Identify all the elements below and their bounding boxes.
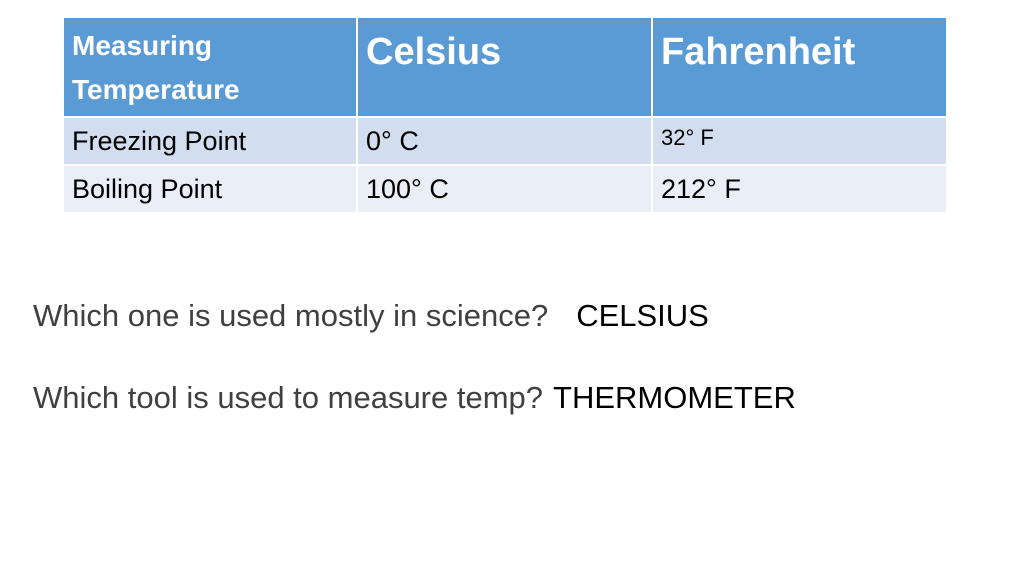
table-row-freezing — [63, 117, 947, 165]
question-text: Which tool is used to measure temp? — [33, 380, 544, 415]
answer-text: THERMOMETER — [553, 380, 796, 415]
answer-text: CELSIUS — [576, 298, 709, 333]
cell-freezing-celsius: 0° C — [357, 117, 652, 165]
cell-boiling-label: Boiling Point — [63, 165, 357, 213]
temperature-table — [62, 16, 948, 214]
cell-boiling-fahrenheit: 212° F — [652, 165, 947, 213]
cell-boiling-celsius: 100° C — [357, 165, 652, 213]
question-science-scale — [33, 298, 709, 334]
header-fahrenheit: Fahrenheit — [652, 17, 947, 117]
header-celsius: Celsius — [357, 17, 652, 117]
cell-freezing-fahrenheit: 32° F — [652, 117, 947, 165]
table-header-row — [63, 17, 947, 117]
header-measuring-temperature: Measuring Temperature — [63, 17, 357, 117]
question-measure-tool — [33, 380, 796, 416]
cell-freezing-label: Freezing Point — [63, 117, 357, 165]
question-text: Which one is used mostly in science? — [33, 298, 549, 333]
table-row-boiling — [63, 165, 947, 213]
